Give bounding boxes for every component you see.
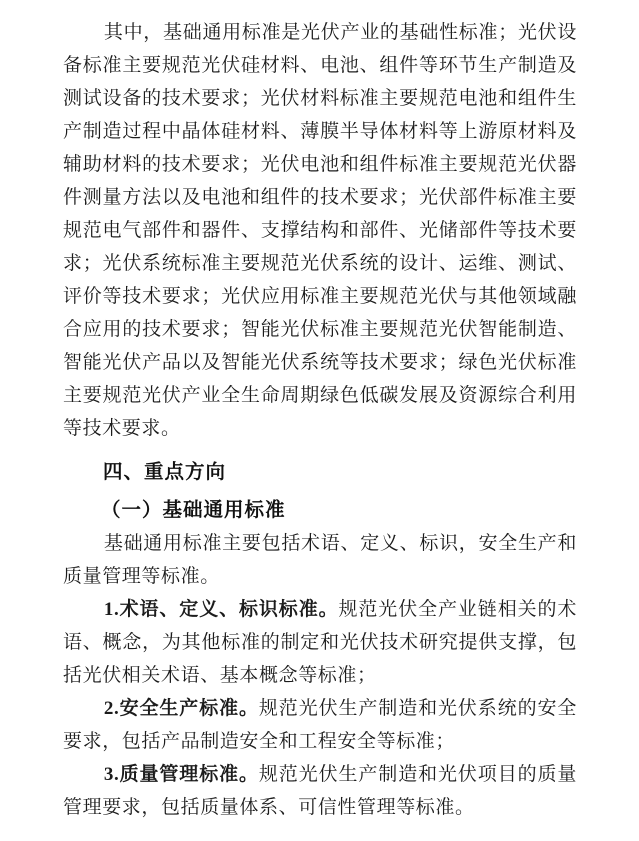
standards-item-list — [63, 593, 577, 824]
standards-item-2-body: 规范光伏生产制造和光伏系统的安全要求，包括产品制造安全和工程安全等标准； — [63, 698, 578, 752]
standards-item-2-lead: 2.安全生产标准。 — [103, 698, 259, 719]
standards-item-1-lead: 1.术语、定义、标识标准。 — [103, 599, 339, 620]
standards-item-2 — [63, 692, 577, 758]
intro-paragraph: 其中，基础通用标准是光伏产业的基础性标准；光伏设备标准主要规范光伏硅材料、电池、组件等环节生产制造及测试设备的技术要求；光伏材料标准主要规范电池和组件生产制造过程中晶体硅材料、薄膜半导体材料等上游原材料及辅助材料的技术要求；光伏电池和组件标准主要规范光伏器件测量方法以及电池和组件的技术要求；光伏部件标准主要规范电气部件和器件、支撑结构和部件、光储部件等技术要求；光伏系统标准主要规范光伏系统的设计、运维、测试、评价等技术要求；光伏应用标准主要规范光伏与其他领域融合应用的技术要求；智能光伏标准主要规范光伏智能制造、智能光伏产品以及智能光伏系统等技术要求；绿色光伏标准主要规范光伏产业全生命周期绿色低碳发展及资源综合利用等技术要求。 — [63, 22, 577, 439]
subsection-heading: （一）基础通用标准 — [101, 500, 286, 521]
subsection-intro-paragraph: 基础通用标准主要包括术语、定义、标识，安全生产和质量管理等标准。 — [63, 533, 577, 587]
standards-item-1 — [63, 593, 577, 692]
standards-item-3-lead: 3.质量管理标准。 — [103, 764, 259, 785]
standards-item-3-body: 规范光伏生产制造和光伏项目的质量管理要求，包括质量体系、可信性管理等标准。 — [63, 764, 578, 818]
standards-item-1-body: 规范光伏全产业链相关的术语、概念，为其他标准的制定和光伏技术研究提供支撑，包括光伏相关术语、基本概念等标准； — [63, 599, 577, 686]
standards-item-3 — [63, 758, 577, 824]
document-text-block — [63, 16, 577, 824]
section-heading: 四、重点方向 — [102, 461, 226, 483]
